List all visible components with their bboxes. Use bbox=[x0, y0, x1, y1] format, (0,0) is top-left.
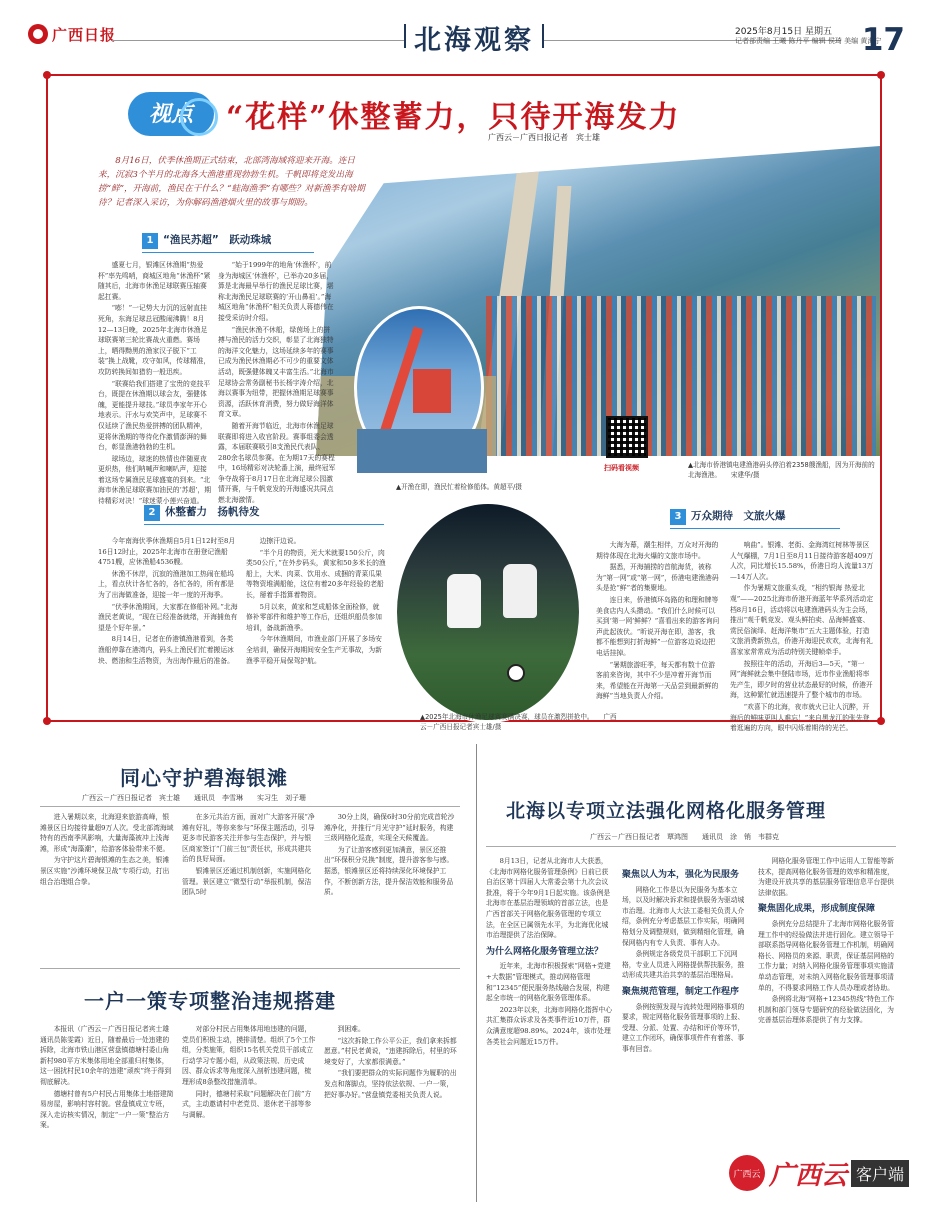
article-sub-column-3: 到困难。 “这次拆除工作公平公正，我们拿来拆都愿意。”村民老黄说，“违建拆除后，村里的环境变好了，大家都很满意。” “我们要把群众的实际问题作为履职的出发点和落脚点，坚持依法依规、一户一策，把好事办好。”营盘镇党委相关负责人说。 bbox=[324, 1025, 457, 1099]
soccer-match-photo bbox=[394, 501, 582, 723]
viewpoint-badge: 视点 bbox=[128, 92, 214, 136]
feature-frame bbox=[46, 74, 882, 733]
player-shape bbox=[503, 564, 537, 618]
section-heading-2: 2 休整蓄力 扬帆待发 bbox=[144, 504, 260, 522]
crane-repair-photo bbox=[354, 306, 484, 470]
coast-caption: ▲北海市侨港镇电建渔港码头停泊着2358艘渔船，因为开海前的北海渔港。 宋建华/摄 bbox=[688, 461, 875, 479]
feature-headline: “花样”休整蓄力，只待开海发力 bbox=[226, 100, 681, 135]
article-rule bbox=[40, 968, 460, 969]
article-rule bbox=[486, 846, 896, 847]
app-watermark bbox=[729, 1151, 909, 1195]
corner-dot-icon bbox=[877, 717, 885, 725]
paper-name: 广西日报 bbox=[52, 26, 117, 44]
article-left-column-2: 在多元共治方面，面对广大游客开展“净滩有好礼，等你来参与”环保主题活动，引导更多市民游客关注并参与生态保护，并与银区商家签订“门前三包”责任状，形成共建共治的良好局面。 银滩景区还通过机制创新，实施网格化管理。景区建立“微型行动”举报机制，保洁团队5时 bbox=[182, 813, 315, 897]
feature-byline: 广西云－广西日报记者 宾士雄 bbox=[488, 133, 600, 142]
corner-dot-icon bbox=[43, 717, 51, 725]
article-right-byline: 广西云－广西日报记者 覃鸿图 通讯员 涂 销 韦群克 bbox=[590, 833, 779, 841]
crane-caption: ▲开渔在即，渔民忙着检修船体。黄超平/摄 bbox=[396, 483, 522, 491]
section-3-column-1: 大海为幕，潮生相伴，万众对开海的期待体现在北海火爆的文旅市场中。 据悉，开海捕捞的首航海货，被称为“第一网”或“第一网”，侨港电建渔港码头是抢“鲜”者的集聚地。 连日来，侨港镇环岛路的和理和牌等美食店内人头攒动。“我们什么时候可以买到‘第一网’鲜鲜？”喜看出来的游客询问声此起彼伏。“昕说开海在即，游客，我都不能想到打折海鲜”一位游客边说边把电话挂掉。 “暑期旅游旺季，每天都有数十位游客前来咨询，其中不少是冲着开海节而来，希望能在开海第一天品尝到最新鲜的海鲜”当地负责人介绍。 bbox=[596, 541, 720, 701]
soccer-ball-icon bbox=[507, 664, 525, 682]
qr-label: 扫码看视频 bbox=[604, 464, 639, 472]
article-right-subhead: 为什么网格化服务管理立法？ bbox=[486, 946, 604, 957]
section-1-column-1: 盛夏七月，银滩区休渔期“热爱杯”率先鸣哨，商城区地角“休渔杯”紧随其后，北海市休渔足球联赛压轴赛起扛赛。 “嘭！”一记势大力沉的远射直挂死角，东海足球总冠酸闹沸腾！8月12—13日晚，2025年北海市休渔足球联赛第三轮比赛战火重燃。赛场上，晒得黝黑的渔家汉子脱下“工装”换上战靴，攻守如风，传球精准，攻防转换间如猎豹一般迅疾。 “联赛给我们搭建了宝贵的竞技平台，既提在休渔期以球会友，强健体魄，更能提升球技。”球员李家年开心地表示。汗水与欢笑声中，足球赛不仅延续了渔民热爱拼搏的团队精神，更将休渔期的等待化作激情澎湃的舞台，彰显渔港勃勃的生机。 球场边，球迷的热情也伴随夏夜更炽热，他们呐喊声和喇叭声，迎接着这场专属渔民足球盛宴的到来。“北海市休渔足球联赛加油民的‘苏超’，期待精彩对决！”球迷蒙小莲兴奋道。 bbox=[98, 261, 212, 506]
section-rule bbox=[144, 524, 384, 525]
issue-date: 2025年8月15日 星期五 bbox=[735, 27, 832, 37]
article-sub-headline: 一户一策专项整治违规搭建 bbox=[84, 989, 336, 1013]
article-sub-column-1: 本报讯（广西云－广西日报记者宾士雄 通讯员陈雯霞）近日，随着最后一处违建的拆除，北海市铁山港区营盘镇德塘村委山角新村980平方米集体用地全部重归村集体，这一困扰村民10余年的违建“顽疾”终于得到彻底解决。 德塘村曾有5户村民占用集体土地搭建简易房屋，影响村容村貌。营盘镇成立专班，深入走访核实情况，制定“一户一策”整治方案。 bbox=[40, 1025, 176, 1130]
article-right-subhead: 聚焦规范管理，制定工作程序 bbox=[622, 986, 740, 997]
masthead bbox=[0, 0, 927, 62]
article-right-subhead: 聚焦以人为本，强化为民服务 bbox=[622, 870, 740, 880]
article-left-column-3: 30分上岗，确保6时30分前完成首轮沙滩净化，并推行“月光守护”延时服务，构建三级网格化巡查，实现全天候覆盖。 为了让游客感到更加满意，景区还推出“环保积分兑换”制度，提升游客参与感。据悉，银滩景区还将持续深化环境保护工作，不断创新方法，提升保洁效能和服务品质。 bbox=[324, 813, 455, 897]
article-right-headline: 北海以专项立法强化网格化服务管理 bbox=[506, 800, 827, 822]
article-right-column-2: 聚焦以人为本，强化为民服务 网格化工作是以为民服务为基本立场，以及时解决诉求和提供服务为驱动城市治理。北海市人大法工委相关负责人介绍，条例充分考虑基层工作实际，明确网格划分及调整规则，做到精细化管理，确保网格内有专人负责、事有人办。 条例规定各级党员干部职工下沉网格，专业人员进入网格提供帮扶服务，推动形成共建共治共享的基层治理格局。 聚焦规范管理，制定工作程序 条例按照发现与流转处理网格事项的要求，规定网格化服务管理事项的上报、受理、分派、处置、办结和评价等环节，建立工作闭环，确保事项件件有着落、事事有回音。 bbox=[622, 856, 750, 1196]
article-right-column-1: 8月13日，记者从北海市人大获悉，《北海市网格化服务管理条例》日前已获自治区第十四届人大常委会第十九次会议批准，将于今年9月1日起实施。该条例是北海市在基层治理领域的首部立法，也是广西首部关于网格化服务管理的专项立法，在全区已属领先水平，为北海优化城市治理提供了法治保障。 为什么网格化服务管理立法？ 近年来，北海市积极探索“网格+党建+大数据”管理模式，推动网格管理和“12345”便民服务热线融合发展，构建起全市统一的网格化服务管理体系。 2023年以来，北海市网格化指挥中心共汇集群众诉求及各类事件近10万件，群众满意度超98.89%。2024年，该市处理各类社会问题近15万件。 bbox=[486, 857, 613, 1046]
column-divider bbox=[476, 744, 477, 1202]
corner-dot-icon bbox=[43, 71, 51, 79]
article-left-byline: 广西云－广西日报记者 宾士雄 通讯员 李雪琳 实习生 刘子珊 bbox=[82, 794, 306, 802]
feature-lead: 8月16日，伏季休渔期正式结束，北部湾海域将迎来开海。连日来，沉寂3个半月的北海各大渔港重现勃勃生机。千帆即将竞发出海捞“鲜”，开海前，渔民在干什么？“蛙海渔季”有哪些？对新渔季有啥期待？记者深入采访，为你解码渔港烟火里的故事与期盼。 bbox=[98, 156, 365, 208]
app-name: 广西云 bbox=[768, 1160, 847, 1191]
editor-credits: 记者部责编 王曦 陈丹平 编辑 侯琦 美编 黄海宁 bbox=[735, 37, 882, 45]
section-title: 北海观察 bbox=[404, 18, 544, 57]
article-left-headline: 同心守护碧海银滩 bbox=[120, 766, 288, 790]
newspaper-logo-icon bbox=[28, 24, 48, 44]
section-3-column-2: 响曲”。银滩、老街、金海湾红树林等景区人气爆棚，7月1日至8月11日接待游客超409万人次，同比增长15.58%，侨港日均人流量13万—14万人次。 作为暑期文旅重头戏，“相约银海 热爱北观”——2025北海市侨港开海蓝年华系列活动定档8月16日，活动将以电建渔港码头为主会场，推出“观千帆竞发、观头鲜拍卖、品海鲜盛宴、赏民俗演绎、赶海洋集市”五大主题体验，打造文旅消费新热点，侨港开海迎民欢欢，北海有礼喜家家常常成为活动特别关键帧牵手。 按照往年的活动，开海后3—5天，“第一网”海鲜就会集中登陆市场，近市作业渔船将率先产生，即夕时的营业状态最好的时候，侨港开海，这种繁忙就迅速提升了整个城市的市场。 “欢喜下的北海，夜市就火已让人沉醉，开海后的鲜味更叫人难忘！”来自黑龙江的张先登着逛遍的方向，眼中闪烁着期待的光芒。 bbox=[730, 541, 874, 733]
water-shape bbox=[357, 429, 487, 473]
app-client-label: 客户端 bbox=[851, 1160, 909, 1187]
section-1-column-2: “始于1999年的地角‘休渔杯’，前身为海城区‘休渔杯’，已举办20多届，算是北海最早举行的渔民足球比赛，堪称北海渔民足球联赛的‘开山鼻祖’。”海城区地角“休渔杯”相关负责人蒋德伟在接受采访时介绍。 “渔民休渔不休船，绿茵场上的拼搏与渔民的活力交织，彰显了北海独特的海洋文化魅力，这场延续多年的赛事已成为渔民休渔期必不可少的重要文体活动，既强健体魄又丰富生活。”北海市足球协会常务副秘书长杨宇涛介绍，北海以赛事为纽带，把握休渔期足球赛事资源，活跃休育消费，努力做好海洋体育文章。 随着开海节临近，北海市休渔足球联赛即将进入收官阶段。赛事组委会透露，本届联赛吸引8支渔民代表队、280余名球员参赛。在为期17天的赛程中，16场精彩对决轮番上演，最终冠军争夺战将于8月17日在北海足球公园激情开赛，与千帆竞发的开海盛况共同点燃北海激情。 bbox=[218, 261, 336, 505]
app-logo-icon: 广西云 bbox=[729, 1155, 765, 1191]
section-2-column-1: 今年南海伏季休渔期自5月1日12时至8月16日12时止，2025年北海市在册登记渔船4751艘，应休渔船4536艘。 休渔不休岸，沉寂的渔港加工热闹在船坞上，看点伙计各忙各的，各忙各的，所有都是为了出海做准备，迎接一年一度的开海季。 “伏季休渔期间，大家都在修船补网。”北海渔民老黄说，“现在已经准备就绪，开海捕鱼有望是个好年景。” 8月14日，记者在侨港镇渔港看到，各类渔船停靠在港湾内，码头上渔民们忙着搬运冰块、燃油和生活物资，为出海作最后的准备。 bbox=[98, 537, 238, 665]
article-left-column-1: 进入暑期以来，北海迎来旅游高峰，银滩景区日均接待量超9万人次。受北部湾海域特有的西南季风影响，大量海藻被冲上浅海滩，形成“海藻潮”，给游客体验带来不便。 为守护这片碧海银滩的生态之美，银滩景区实施“沙滩环境保卫战”专项行动，打出组合治理组合拳。 bbox=[40, 813, 174, 886]
article-right-subhead: 聚焦固化成果，形成制度保障 bbox=[758, 904, 876, 915]
soccer-caption: ▲2025年北海市休渔足球赛赛满决赛，球员在激烈拼抢中。 广西云－广西日报记者宾士雄/摄 bbox=[420, 713, 617, 731]
moored-fishing-boats bbox=[486, 296, 876, 456]
player-shape bbox=[447, 574, 481, 628]
section-heading-1: 1 “渔民苏超” 跃动珠城 bbox=[142, 232, 271, 250]
corner-dot-icon bbox=[877, 71, 885, 79]
section-rule bbox=[142, 252, 314, 253]
page-number: 17 bbox=[861, 22, 905, 58]
article-rule bbox=[40, 806, 460, 807]
qr-code-icon[interactable] bbox=[606, 416, 648, 458]
section-2-column-2: 边擦汗边说。 “半个月的物资，光大米就要150公斤，肉类50公斤，”在外步码头，黄家和50多米长的渔船上，大米、肉菜、饮用水、成捆的青菜瓜果等物资堆满船舱，这位有着20多年经验的老船长，掰着手指算着物资。 5月以来，黄家和芝成船体全面检修，就修补零部件和维护等工作后，还组织船员参加培训，备战新渔季。 今年休渔期间，市渔业部门开展了多场安全培训，确保开海期间安全生产无事故，为新渔季平稳开局保驾护航。 bbox=[246, 537, 386, 665]
section-heading-3: 3 万众期待 文旅火爆 bbox=[670, 508, 786, 526]
article-sub-column-2: 对部分村民占用集体用地违建的问题，党员们积极主动，摸排清楚。组织了5个工作组，分类施策，组织15名机关党员干部成立行动学习专题小组，从政策法规、历史成因、群众诉求等角度深入剖析违建问题，梳理形成8条整改措施清单。 同时，德塘村采取“问题解决在门前”方式，主动邀请村中老党员、退休老干部等参与调解。 bbox=[182, 1025, 316, 1119]
crane-cabin-shape bbox=[413, 369, 451, 413]
section-rule bbox=[670, 528, 840, 529]
article-right-column-3: 网格化服务管理工作中运用人工智能等新技术，提高网格化服务管理的效率和精准度，为建设开放共享的基层服务管理信息平台提供法律依据。 聚焦固化成果，形成制度保障 条例充分总结提升了北海市网格化服务管理工作中的经验做法并进行固化。建立领导干部联系指导网格化服务管理工作机制，明确网格长、网格员的来源、职责，保证基层网格的工作力量；对纳入网格化服务管理事项实施清单动态管理，对未纳入网格化服务管理事项清单的，不得要求网格工作人员办理或者协助。 条例将北海“网格+12345热线”特色工作机制和部门领导专题研究的经验做法固化，为完善基层治理体系提供了有力支撑。 bbox=[758, 857, 895, 1025]
